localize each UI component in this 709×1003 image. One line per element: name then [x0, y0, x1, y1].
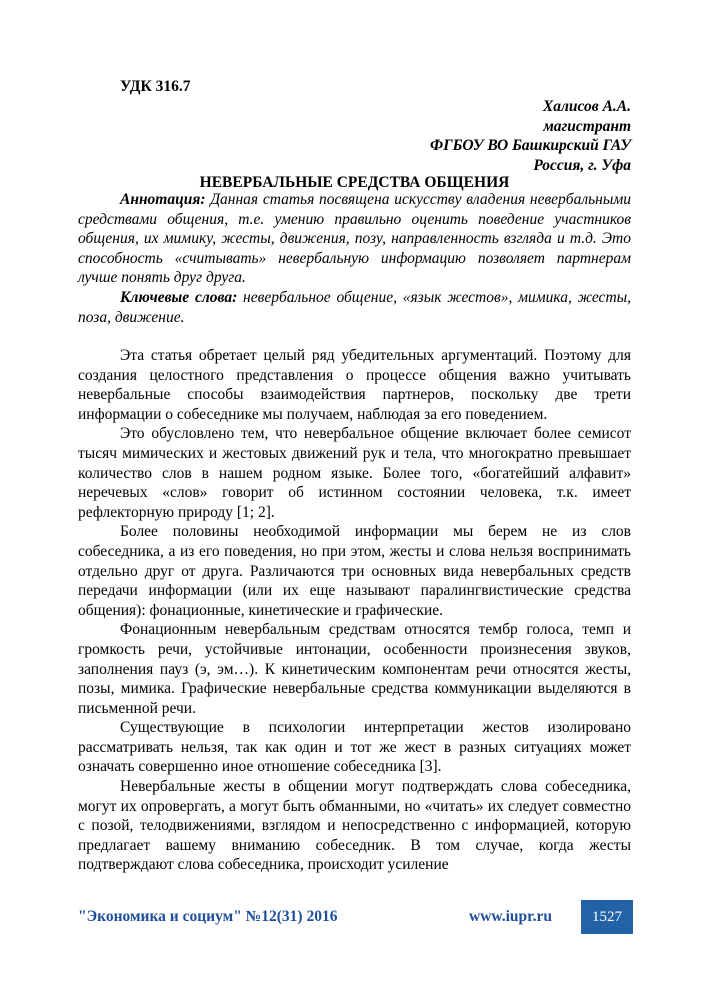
keywords-text: невербальное общение, «язык жестов», мимика, жесты, поза, движение. [78, 288, 632, 326]
body-paragraph: Невербальные жесты в общении могут подтверждать слова собеседника, могут их опровергать, а могут быть обманными, но «читать» их следует совместно с позой, телодвижениями, взглядом и непосредственно с информацией, которую предлагает вашему вниманию собеседник. В том случае, когда жесты подтверждают слова собеседника, происходит усиление [78, 778, 631, 874]
udk-code: УДК 316.7 [120, 78, 191, 95]
abstract-text: Данная статья посвящена искусству владения невербальными средствами общения, т.е. умению правильно оценить поведение участников общения, их мимику, жесты, движения, позу, направленность взгляда и т.д. Это способность «считывать» невербальную информацию позволяет партнерам лучше понять друг друга. [78, 191, 631, 287]
page-number-badge: 1527 [581, 900, 633, 934]
author-position: магистрант [543, 117, 631, 135]
keywords-paragraph [78, 288, 631, 327]
abstract-label: Аннотация: [120, 191, 206, 208]
author-location: Россия, г. Уфа [533, 156, 631, 174]
author-block [231, 97, 631, 175]
author-affiliation: ФГБОУ ВО Башкирский ГАУ [430, 137, 631, 155]
article-body [78, 346, 631, 875]
body-paragraph: Более половины необходимой информации мы берем не из слов собеседника, а из его поведения, но при этом, жесты и слова нельзя воспринимать отдельно друг от друга. Различаются три основных вида невербальных средств передачи информации (или их еще называют паралингвистические средства общения): фонационные, кинетические и графические. [78, 523, 631, 619]
article-title: НЕВЕРБАЛЬНЫЕ СРЕДСТВА ОБЩЕНИЯ [199, 174, 510, 191]
author-name: Халисов А.А. [542, 98, 631, 115]
body-paragraph: Фонационным невербальным средствам относятся тембр голоса, темп и громкость речи, устойчивые интонации, особенности произнесения звуков, заполнения пауз (э, эм…). К кинетическим компонентам речи относятся жесты, позы, мимика. Графические невербальные средства коммуникации выделяются в письменной речи. [78, 621, 631, 717]
page-footer [0, 900, 709, 940]
body-paragraph: Это обусловлено тем, что невербальное общение включает более семисот тысяч мимических и жестовых движений рук и тела, что многократно превышает количество слов в нашем родном языке. Более того, «богатейший алфавит» неречевых «слов» говорит об истинном состоянии человека, т.к. имеет рефлекторную природу [1; 2]. [78, 425, 631, 521]
body-paragraph: Существующие в психологии интерпретации жестов изолировано рассматривать нельзя, так как один и тот же жест в разных ситуациях может означать совершенно иное отношение собеседника [3]. [78, 719, 631, 776]
keywords-label: Ключевые слова: [120, 288, 238, 306]
footer-website-link[interactable]: www.iupr.ru [469, 908, 552, 925]
abstract-paragraph [78, 190, 631, 288]
body-paragraph: Эта статья обретает целый ряд убедительных аргументаций. Поэтому для создания целостного представления о процессе общения важно учитывать невербальные способы взаимодействия партнеров, поскольку две трети информации о собеседнике мы получаем, наблюдая за его поведением. [78, 347, 631, 423]
abstract-section [78, 190, 631, 327]
footer-journal-title: "Экономика и социум" №12(31) 2016 [78, 908, 338, 925]
